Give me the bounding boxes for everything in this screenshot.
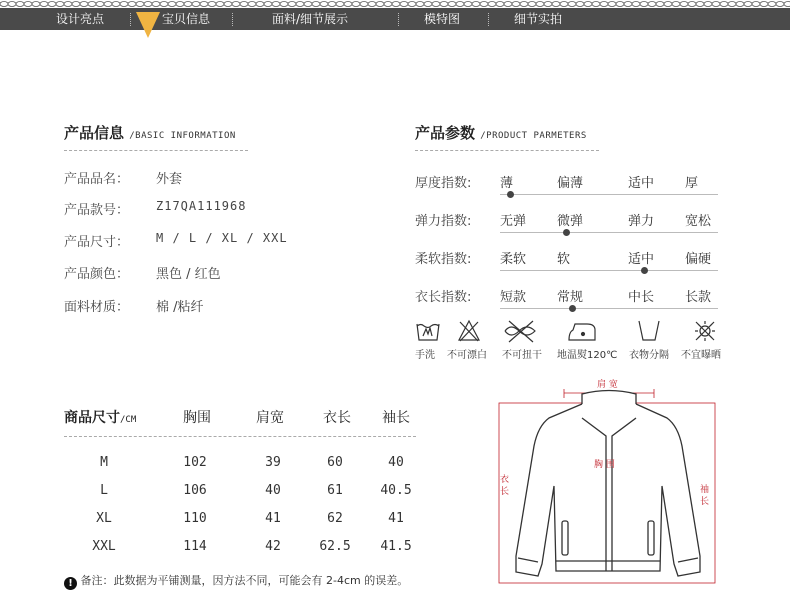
nav-item-fabric-details[interactable]: 面料/细节展示 [272, 12, 349, 26]
param-label: 厚度指数: [415, 176, 472, 191]
jacket-outline [516, 391, 700, 577]
no-bleach-icon [459, 321, 479, 341]
care-label-hand-wash: 手洗 [415, 350, 435, 361]
measure-cell: 40.5 [380, 483, 412, 498]
no-sun-dry-icon [695, 321, 715, 341]
nav-item-model-photos[interactable]: 模特图 [424, 12, 461, 26]
divider [415, 150, 599, 151]
measure-cell: 60 [327, 455, 343, 470]
care-label-no-bleach: 不可漂白 [447, 350, 487, 361]
measurement-note: ! 备注：此数据为平铺测量，因方法不同，可能会有 2-4cm 的误差。 [64, 572, 408, 590]
size-cell: XL [96, 511, 112, 526]
params-title: 产品参数 /PRODUCT PARMETERS [415, 124, 587, 142]
low-iron-icon [569, 324, 595, 340]
measure-cell: 41 [388, 511, 404, 526]
info-row-sizes: 产品尺寸： M / L / XL / XXL [64, 231, 288, 250]
info-row-name: 产品品名： 外套 [64, 172, 183, 187]
param-option: 短款 [500, 290, 527, 305]
param-scale-line [500, 232, 718, 233]
param-option: 适中 [628, 252, 655, 267]
jacket-diagram [494, 376, 726, 588]
param-option: 柔软 [500, 252, 527, 267]
measure-cell: 62.5 [319, 539, 351, 554]
param-scale-line [500, 308, 718, 309]
measure-cell: 102 [183, 455, 207, 470]
nav-separator [398, 13, 399, 26]
size-cell: M [100, 455, 108, 470]
measure-cell: 41.5 [380, 539, 412, 554]
param-selected-marker [507, 191, 514, 198]
param-selected-marker [569, 305, 576, 312]
param-option: 适中 [628, 176, 655, 191]
care-label-no-wring: 不可扭干 [502, 350, 542, 361]
param-label: 弹力指数: [415, 214, 472, 229]
size-table-title: 商品尺寸/CM [64, 410, 137, 426]
sleeve-label: 袖长 [700, 485, 710, 507]
col-header-shoulder: 肩宽 [256, 410, 284, 426]
param-option: 长款 [685, 290, 712, 305]
param-option: 无弹 [500, 214, 527, 229]
nav-item-detail-photos[interactable]: 细节实拍 [514, 12, 563, 26]
nav-item-design-highlights[interactable]: 设计亮点 [56, 12, 105, 26]
measure-cell: 61 [327, 483, 343, 498]
param-label: 柔软指数: [415, 252, 472, 267]
care-label-no-sun-dry: 不宜曝晒 [681, 350, 721, 361]
measure-cell: 42 [265, 539, 281, 554]
warning-icon: ! [64, 577, 77, 590]
measure-cell: 106 [183, 483, 207, 498]
no-wring-icon [505, 321, 535, 342]
param-label: 衣长指数: [415, 290, 472, 305]
measure-cell: 62 [327, 511, 343, 526]
col-header-sleeve: 袖长 [382, 410, 410, 426]
measure-cell: 39 [265, 455, 281, 470]
param-option: 偏薄 [557, 176, 584, 191]
param-option: 微弹 [557, 214, 584, 229]
shoulder-width-label: 肩 宽 [597, 380, 618, 390]
size-cell: XXL [92, 539, 116, 554]
col-header-length: 衣长 [323, 410, 351, 426]
chest-label: 胸 围 [594, 460, 615, 470]
nav-separator [130, 13, 131, 26]
care-label-low-iron: 地温熨120℃ [557, 350, 618, 361]
separate-wash-icon [639, 321, 659, 340]
param-scale-line [500, 194, 718, 195]
measure-cell: 110 [183, 511, 207, 526]
nav-bar [0, 8, 790, 30]
measure-cell: 40 [265, 483, 281, 498]
param-option: 宽松 [685, 214, 712, 229]
info-row-colors: 产品颜色： 黑色 / 红色 [64, 267, 221, 282]
measure-cell: 114 [183, 539, 207, 554]
length-label: 衣长 [500, 475, 510, 497]
param-option: 弹力 [628, 214, 655, 229]
care-icons [415, 318, 735, 346]
info-row-style-number: 产品款号： Z17QA111968 [64, 199, 247, 218]
param-option: 薄 [500, 176, 514, 191]
nav-separator [488, 13, 489, 26]
param-option: 厚 [685, 176, 699, 191]
param-option: 软 [557, 252, 571, 267]
info-row-material: 面料材质： 棉 /粘纤 [64, 300, 204, 315]
measure-cell: 40 [388, 455, 404, 470]
divider [64, 436, 416, 437]
nav-item-product-info[interactable]: 宝贝信息 [162, 12, 211, 26]
param-selected-marker [641, 267, 648, 274]
basic-info-title: 产品信息 /BASIC INFORMATION [64, 124, 236, 142]
param-option: 偏硬 [685, 252, 712, 267]
hand-wash-icon [417, 324, 439, 340]
nav-separator [232, 13, 233, 26]
param-scale-line [500, 270, 718, 271]
top-decoration-border [0, 0, 790, 8]
size-cell: L [100, 483, 108, 498]
param-selected-marker [563, 229, 570, 236]
measure-cell: 41 [265, 511, 281, 526]
col-header-chest: 胸围 [183, 410, 211, 426]
nav-active-indicator [136, 12, 160, 38]
divider [64, 150, 248, 151]
param-option: 常规 [557, 290, 584, 305]
param-option: 中长 [628, 290, 655, 305]
care-label-separate-wash: 衣物分隔 [629, 350, 669, 361]
